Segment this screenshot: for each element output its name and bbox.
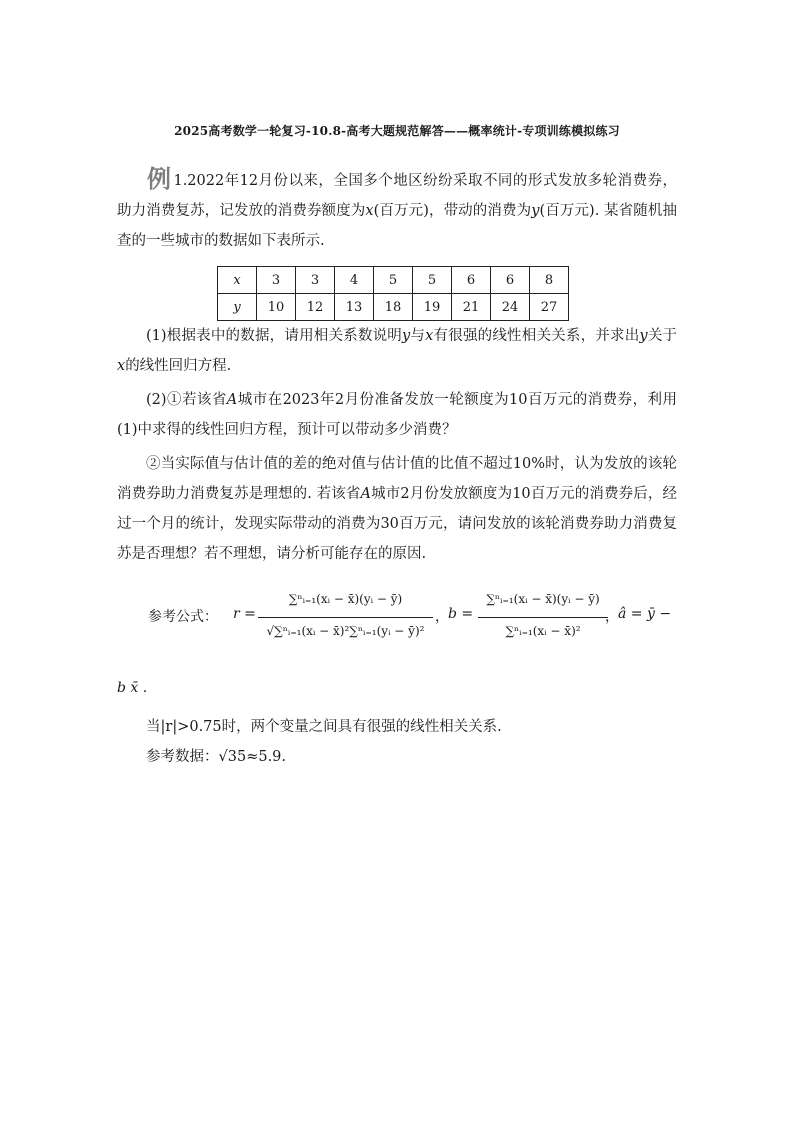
intro-text-2: (百万元)，带动的消费为 xyxy=(373,203,532,219)
question-2-part-1 xyxy=(117,385,677,445)
table-cell: 24 xyxy=(491,294,530,321)
formula-r-numerator: ∑ⁿᵢ₌₁(xᵢ − x̄)(yᵢ − ȳ) xyxy=(288,592,403,606)
formula-b-numerator: ∑ⁿᵢ₌₁(xᵢ − x̄)(yᵢ − ȳ) xyxy=(486,592,600,606)
table-cell: 8 xyxy=(530,267,569,294)
table-cell: 5 xyxy=(413,267,452,294)
var-x: x xyxy=(365,203,374,219)
example-mark: 例 xyxy=(147,164,172,193)
formula-r-fraction xyxy=(258,576,433,666)
formula-r-denominator: √∑ⁿᵢ₌₁(xᵢ − x̄)²∑ⁿᵢ₌₁(yᵢ − ȳ)² xyxy=(266,624,425,638)
table-cell: 19 xyxy=(413,294,452,321)
formula-a-continuation: b x̄ . xyxy=(117,680,148,696)
table-cell: 27 xyxy=(530,294,569,321)
reference-formula xyxy=(148,576,688,666)
q2a-text-b: 城市在2023年2月份准备发放一轮额度为10百万元的消费券，利用(1)中求得的线性回归方程，预计可以带动多少消费？ xyxy=(117,392,677,438)
q1-text-a: (1)根据表中的数据，请用相关系数说明 xyxy=(146,328,403,344)
document-title: 2025高考数学一轮复习-10.8-高考大题规范解答——概率统计-专项训练模拟练习 xyxy=(174,124,620,138)
table-cell: 6 xyxy=(452,267,491,294)
intro-text-1: 年12月份以来，全国多个地区纷纷采取不同的形式发放多轮消费券，助力消费复苏，记发放的消费券额度为 xyxy=(117,173,678,219)
q1-text-c: 有很强的线性相关关系，并求出 xyxy=(433,328,640,344)
table-header-y: y xyxy=(218,294,257,321)
q1-text-b: 与 xyxy=(410,328,426,344)
table-header-x: x xyxy=(218,267,257,294)
table-cell: 3 xyxy=(257,267,296,294)
table-row-y xyxy=(218,294,569,321)
var-y: y xyxy=(402,328,411,344)
city-a: A xyxy=(360,486,371,502)
intro-text-3: (百万元). 某省随机抽查的一些城市的数据如下表所示. xyxy=(117,203,677,249)
q1-text-d: 关于 xyxy=(647,328,678,344)
formula-a-expr: â = ȳ − xyxy=(618,606,672,622)
example-number: 1.2022 xyxy=(173,173,225,189)
note-correlation: 当|r|>0.75时，两个变量之间具有很强的线性相关关系. xyxy=(146,719,502,735)
data-table xyxy=(217,266,569,321)
formula-label: 参考公式： xyxy=(148,609,218,625)
q1-text-e: 的线性回归方程. xyxy=(125,358,232,374)
var-x: x xyxy=(117,358,126,374)
table-cell: 13 xyxy=(335,294,374,321)
formula-b-lhs: b = xyxy=(448,606,474,622)
formula-b-denominator: ∑ⁿᵢ₌₁(xᵢ − x̄)² xyxy=(505,624,581,638)
city-a: A xyxy=(226,392,238,408)
table-cell: 3 xyxy=(296,267,335,294)
formula-comma: ， xyxy=(605,609,619,625)
formula-comma: ， xyxy=(435,609,449,625)
table-cell: 18 xyxy=(374,294,413,321)
table-cell: 6 xyxy=(491,267,530,294)
note-reference-data: 参考数据：√35≈5.9. xyxy=(146,749,287,765)
fraction-bar xyxy=(478,617,608,618)
var-x: x xyxy=(425,328,434,344)
fraction-bar xyxy=(258,617,433,618)
table-cell: 21 xyxy=(452,294,491,321)
formula-r-lhs: r = xyxy=(233,606,256,622)
question-1 xyxy=(117,321,677,381)
example-intro xyxy=(117,164,677,256)
q2b-text-b: 城市2月份发放额度为10百万元的消费券后，经过一个月的统计，发现实际带动的消费为30百万元，请问发放的该轮消费券助力消费复苏是否理想？若不理想，请分析可能存在的原因. xyxy=(117,486,677,562)
q2a-text-a: (2)①若该省 xyxy=(146,392,227,408)
question-2-part-2 xyxy=(117,449,677,569)
q2b-text-a: ②当实际值与估计值的差的绝对值与估计值的比值不超过10%时，认为发放的该轮消费券助力消费复苏是理想的. 若该省 xyxy=(117,456,677,502)
table-cell: 5 xyxy=(374,267,413,294)
table-cell: 12 xyxy=(296,294,335,321)
table-cell: 4 xyxy=(335,267,374,294)
var-y: y xyxy=(639,328,648,344)
var-y: y xyxy=(531,203,540,219)
table-cell: 10 xyxy=(257,294,296,321)
formula-b-fraction xyxy=(478,576,608,666)
table-row-x xyxy=(218,267,569,294)
